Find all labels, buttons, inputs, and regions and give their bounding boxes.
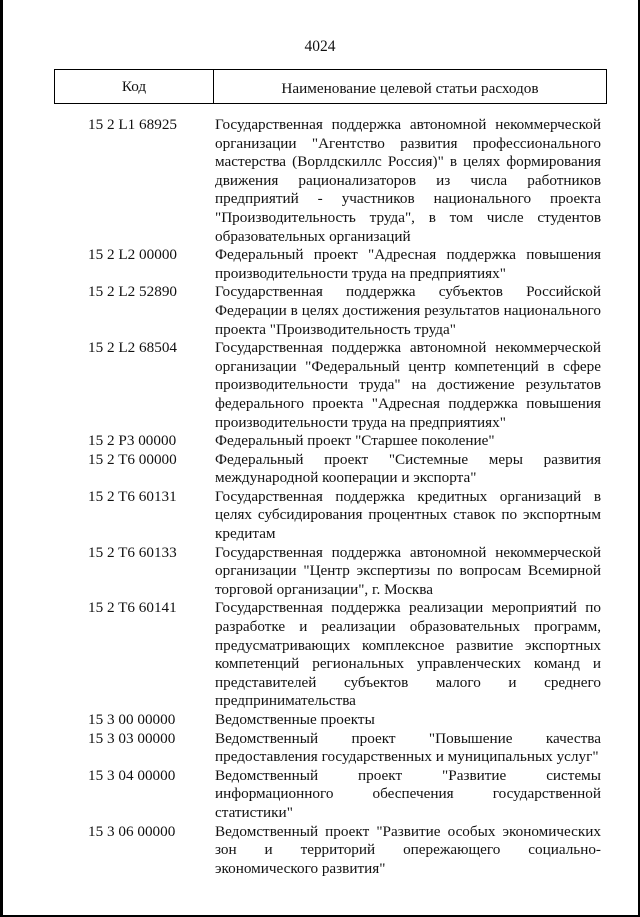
row-text: Ведомственные проекты (215, 711, 375, 728)
header-code-label: Код (55, 70, 214, 103)
row-code: 15 3 06 00000 (88, 822, 176, 840)
row-code: 15 2 L2 00000 (88, 246, 178, 264)
table-row (0, 730, 640, 767)
table-row (0, 823, 640, 879)
header-name-label: Наименование целевой статьи расходов (281, 80, 539, 97)
row-text: Государственная поддержка кредитных организаций в целях субсидирования процентных ставок по экспортным кредитам (215, 487, 601, 543)
row-code: 15 3 00 00000 (88, 711, 176, 728)
table-row (0, 246, 640, 283)
row-code: 15 2 P3 00000 (88, 432, 177, 450)
table-row (0, 711, 640, 730)
row-text: Ведомственный проект "Развитие особых экономических зон и территорий опережающего социально-экономического развития" (215, 822, 601, 877)
row-text: Федеральный проект "Системные меры развития международной кооперации и экспорта" (215, 450, 601, 487)
table-row (0, 116, 640, 246)
row-code: 15 3 03 00000 (88, 729, 176, 747)
table-row (0, 767, 640, 823)
table-body (0, 116, 640, 878)
row-text: Государственная поддержка автономной некоммерческой организации "Федеральный центр компетенций в сфере производительности труда" на достижение результатов федерального проекта "Адресная поддержка повышения производительности труда на предприятиях" (215, 339, 601, 431)
row-text: Государственная поддержка реализации мероприятий по разработке и реализации образовательных программ, предусматривающих комплексное развитие экспортных компетенций региональных управленческих команд и представителей субъектов малого и среднего предпринимательства (215, 599, 601, 710)
row-code: 15 2 L2 68504 (88, 339, 178, 357)
row-text: Государственная поддержка автономной некоммерческой организации "Агентство развития профессионального мастерства (Ворлдскиллс Россия)" в целях формирования движения рационализаторов из числа работников предприятий - участников национального проекта "Производительность труда", в том числе студентов образовательных организаций (215, 116, 601, 245)
row-code: 15 2 T6 60141 (88, 599, 177, 617)
row-code: 15 2 T6 60131 (88, 487, 177, 505)
row-code: 15 3 04 00000 (88, 766, 176, 784)
row-text: Государственная поддержка автономной некоммерческой организации "Центр экспертизы по вопросам Всемирной торговой организации", г. Москва (215, 543, 601, 598)
row-text: Государственная поддержка субъектов Российской Федерации в целях достижения результатов национального проекта "Производительность труда" (215, 283, 601, 338)
table-row (0, 488, 640, 544)
table-row (0, 544, 640, 600)
page-number: 4024 (304, 38, 336, 55)
table-row (0, 432, 640, 451)
table-row (0, 339, 640, 432)
row-text: Ведомственный проект "Развитие системы информационного обеспечения государственной статистики" (215, 766, 601, 821)
table-header (54, 69, 607, 104)
row-text: Федеральный проект "Старшее поколение" (215, 432, 495, 450)
row-code: 15 2 T6 00000 (88, 450, 177, 468)
table-row (0, 599, 640, 711)
table-row (0, 451, 640, 488)
row-code: 15 2 L1 68925 (88, 116, 178, 133)
row-code: 15 2 L2 52890 (88, 283, 178, 301)
row-code: 15 2 T6 60133 (88, 543, 177, 561)
table-row (0, 283, 640, 339)
row-text: Ведомственный проект "Повышение качества предоставления государственных и муниципальных услуг" (215, 729, 601, 766)
row-text: Федеральный проект "Адресная поддержка повышения производительности труда на предприятиях" (215, 246, 601, 282)
